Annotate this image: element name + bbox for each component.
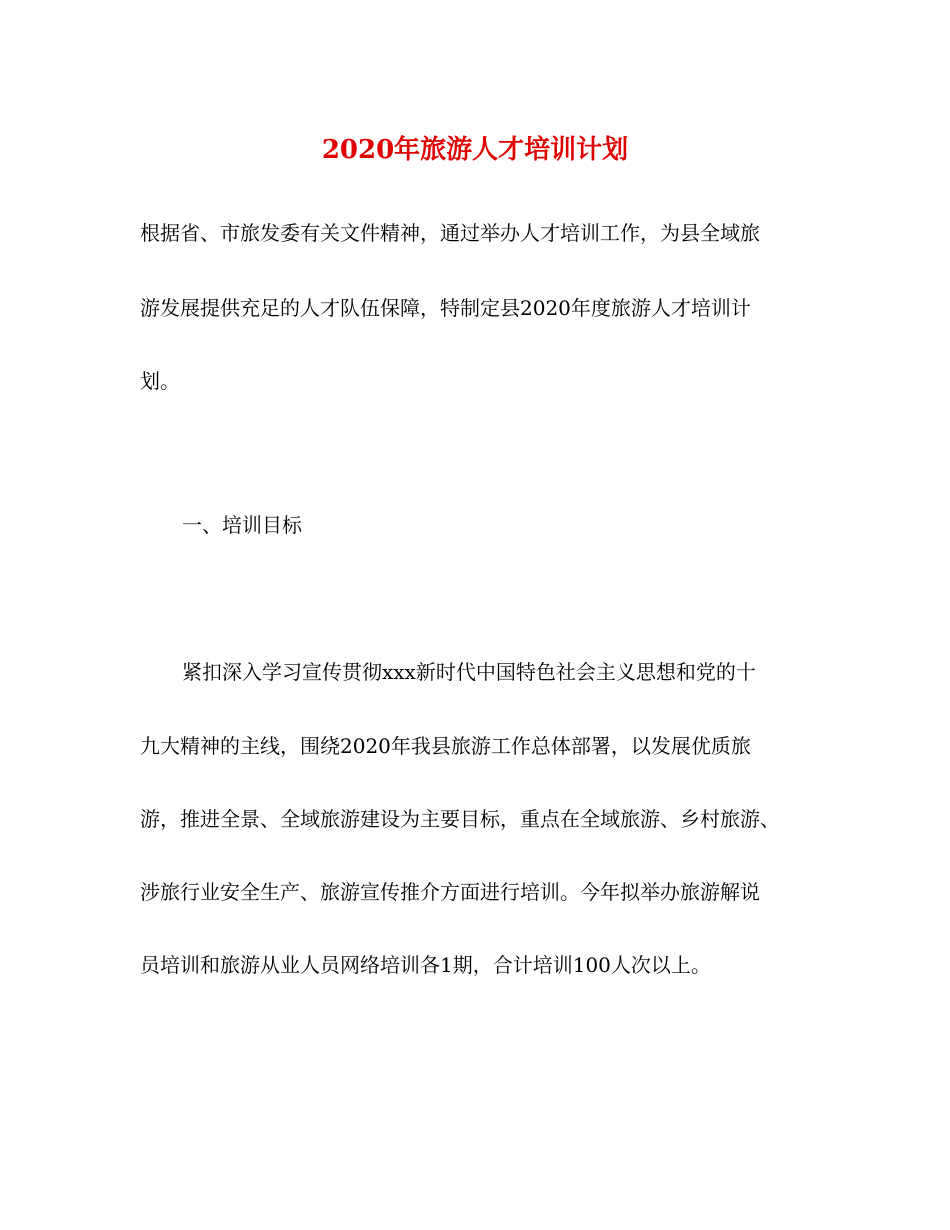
- section-body-line-3: 游，推进全景、全域旅游建设为主要目标，重点在全域旅游、乡村旅游、: [140, 807, 780, 831]
- section-body-line-4: 涉旅行业安全生产、旅游宣传推介方面进行培训。今年拟举办旅游解说: [140, 880, 760, 904]
- intro-line-2: 游发展提供充足的人才队伍保障，特制定县2020年度旅游人才培训计: [140, 296, 751, 320]
- section-body-line-5: 员培训和旅游从业人员网络培训各1期，合计培训100人次以上。: [140, 953, 711, 977]
- document-title: 2020年旅游人才培训计划: [321, 135, 629, 165]
- section-body-line-1: 紧扣深入学习宣传贯彻xxx新时代中国特色社会主义思想和党的十: [182, 660, 756, 684]
- section-body-line-2: 九大精神的主线，围绕2020年我县旅游工作总体部署，以发展优质旅: [140, 734, 751, 758]
- intro-line-1: 根据省、市旅发委有关文件精神，通过举办人才培训工作，为县全域旅: [140, 221, 760, 245]
- intro-line-3: 划。: [140, 369, 180, 393]
- section-heading: 一、培训目标: [182, 513, 302, 537]
